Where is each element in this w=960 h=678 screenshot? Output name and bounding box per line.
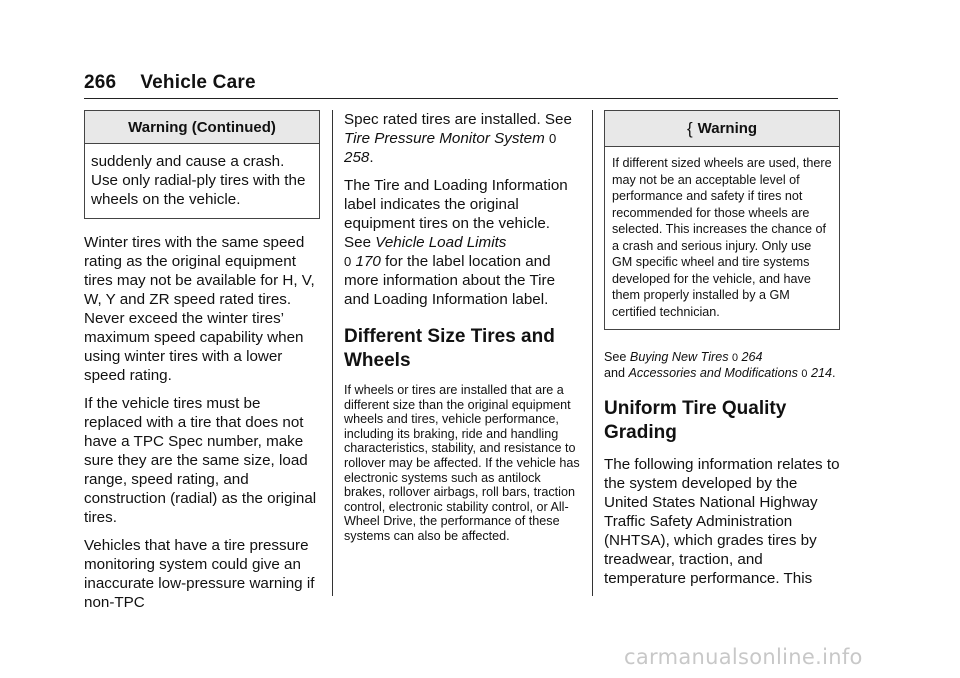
- column-divider-1: [332, 110, 333, 596]
- link-tire-pressure-monitor[interactable]: Tire Pressure Monitor System: [344, 130, 545, 147]
- column-3: [604, 110, 840, 588]
- page-header: [84, 72, 256, 94]
- page-ref-arrow-icon: 0: [732, 352, 739, 364]
- page-ref-258[interactable]: 258: [344, 149, 370, 166]
- link-accessories-modifications[interactable]: Accessories and Modifications: [628, 365, 798, 380]
- see-also-paragraph: See Buying New Tires 0 264 and Accessories and Modifications 0 214.: [604, 350, 836, 380]
- warning-body: If different sized wheels are used, there may not be an acceptable level of performance and safety if tires not recommended for those wheels are selected. This increases the chance of a crash and serious injury. Only use GM specific wheel and tire systems developed for the vehicle, and have them properly installed by a GM certified technician.: [612, 156, 832, 319]
- watermark: carmanualsonline.info: [624, 645, 863, 669]
- page-ref-214[interactable]: 214: [810, 365, 832, 380]
- warning-icon: {: [686, 119, 693, 138]
- column-1: [84, 110, 320, 612]
- section-title: Vehicle Care: [140, 72, 256, 93]
- link-vehicle-load-limits[interactable]: Vehicle Load Limits: [375, 234, 507, 251]
- tpms-paragraph: Vehicles that have a tire pressure monitoring system could give an inaccurate low-pressure warning if non-TPC: [84, 537, 315, 611]
- warning-continued-title: Warning (Continued): [85, 111, 319, 144]
- tire-loading-paragraph: The Tire and Loading Information label indicates the original equipment tires on the vehicle. See Vehicle Load Limits 0 170 for the label location and more information about the Tire and Loading Information label.: [344, 177, 568, 308]
- utqg-paragraph: The following information relates to the system developed by the United States National Highway Traffic Safety Administration (NHTSA), which grades tires by treadwear, traction, and temperature performance. This: [604, 456, 840, 588]
- warning-title: { Warning: [605, 111, 839, 147]
- page-number: 266: [84, 72, 117, 93]
- page-ref-264[interactable]: 264: [741, 350, 763, 364]
- page-ref-arrow-icon: 0: [344, 254, 352, 269]
- page-ref-170[interactable]: 170: [355, 253, 381, 270]
- column-2: [344, 110, 580, 544]
- warning-box: [604, 110, 840, 330]
- page-ref-arrow-icon: 0: [548, 131, 557, 146]
- tpms-continued-paragraph: Spec rated tires are installed. See Tire Pressure Monitor System 0 258.: [344, 111, 572, 166]
- column-divider-2: [592, 110, 593, 596]
- warning-continued-box: [84, 110, 320, 219]
- page-ref-arrow-icon: 0: [801, 367, 808, 380]
- heading-different-size-tires: Different Size Tires and Wheels: [344, 326, 555, 371]
- header-rule: [84, 98, 838, 99]
- tpc-replacement-paragraph: If the vehicle tires must be replaced with a tire that does not have a TPC Spec number, make sure they are the same size, load range, speed rating, and construction (radial) as the original tires.: [84, 395, 317, 526]
- winter-tires-paragraph: Winter tires with the same speed rating as the original equipment tires may not be available for H, V, W, Y and ZR speed rated tires. Never exceed the winter tires’ maximum speed capability when using winter tires with a lower speed rating.: [84, 234, 315, 384]
- link-buying-new-tires[interactable]: Buying New Tires: [629, 350, 729, 364]
- warning-continued-body: suddenly and cause a crash. Use only radial-ply tires with the wheels on the vehicle.: [91, 153, 306, 208]
- heading-uniform-tire-quality: Uniform Tire Quality Grading: [604, 398, 787, 444]
- different-size-paragraph: If wheels or tires are installed that are a different size than the original equipment wheels and tires, vehicle performance, including its braking, ride and handling characteristics, stability, and resistance to rollover may be affected. If the vehicle has electronic systems such as antilock brakes, rollover airbags, roll bars, traction control, electronic stability control, or All-Wheel Drive, the performance of these systems can also be affected.: [344, 383, 580, 543]
